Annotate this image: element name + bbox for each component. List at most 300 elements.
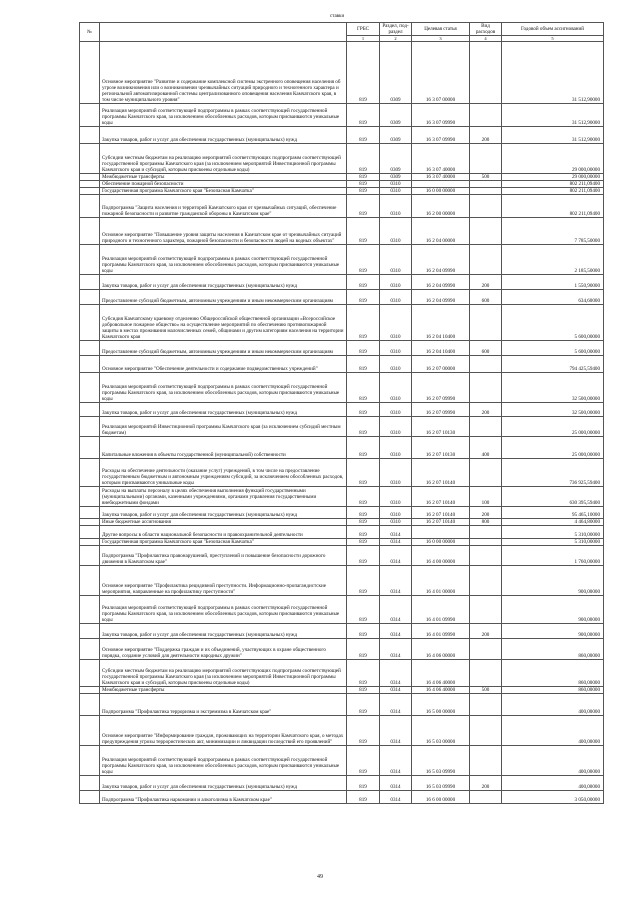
row-name: Расходы на обеспечение деятельности (оказание услуг) учреждений, в том числе на предоставление государственным бюджетным и автономным учреждениям субсидий, за исключением обособленных расходов, которым присваиваются уникальные коды [100,459,347,487]
row-num [80,716,100,746]
row-num [80,188,100,195]
row-num [80,144,100,174]
row-name: Межбюджетные трансферты [100,174,347,181]
table-row [80,127,604,144]
row-sum: 860,00000 [502,639,604,660]
row-sum: 802 211,09400 [502,188,604,195]
table-row [80,566,604,596]
row-grbs: 819 [347,746,380,776]
row-sum: 400,00000 [502,694,604,716]
row-csr [412,526,470,539]
row-name: Подпрограмма "Профилактика терроризма и экстремизма в Камчатском крае" [100,694,347,716]
row-name: Предоставление субсидий бюджетным, автономным учреждениям и иным некоммерческим организациям [100,341,347,356]
row-name: Основное мероприятие "Развитие и содержание комплексной системы экстренного оповещения населения об угрозе возникновения или о возникновении чрезвычайных ситуаций природного и техногенного характера и региональной автоматизированной системы централизованного оповещения населения Камчатского края, в том числе муниципального уровня" [100,42,347,104]
table-row [80,437,604,459]
row-sum: 900,00000 [502,624,604,639]
row-num [80,403,100,417]
row-vr [470,305,502,341]
row-grbs: 819 [347,596,380,624]
row-razdel: 0314 [380,639,412,660]
row-num [80,776,100,791]
table-row [80,776,604,791]
row-name: Основное мероприятие "Обеспечение деятельности и содержание подведомственных учреждений" [100,356,347,373]
row-grbs: 819 [347,218,380,245]
row-vr [470,791,502,804]
table-row [80,716,604,746]
table-row [80,519,604,526]
row-csr: 16 2 07 10140 [412,459,470,487]
row-sum: 634,60000 [502,290,604,305]
row-vr [470,716,502,746]
budget-table [79,22,604,804]
row-grbs: 819 [347,566,380,596]
row-sum: 2 185,50000 [502,245,604,275]
row-num [80,275,100,290]
row-grbs: 819 [347,776,380,791]
row-num [80,624,100,639]
page-number: 49 [317,874,323,880]
row-csr: 16 2 07 10130 [412,417,470,437]
colnum: 5 [502,36,604,42]
row-razdel: 0309 [380,144,412,174]
table-row [80,188,604,195]
row-grbs: 819 [347,104,380,127]
table-row [80,144,604,174]
row-razdel: 0310 [380,403,412,417]
row-name: Предоставление субсидий бюджетным, автономным учреждениям и иным некоммерческим организациям [100,290,347,305]
row-grbs: 819 [347,539,380,546]
row-csr: 16 0 00 00000 [412,539,470,546]
row-razdel: 0314 [380,526,412,539]
row-vr: 200 [470,127,502,144]
row-sum: 3 050,00000 [502,791,604,804]
row-name: Основное мероприятие "Информирование граждан, проживающих на территории Камчатского края, о методах предупреждения угрозы террористических акт, минимизации и ликвидации последствий его проявлений" [100,716,347,746]
colnum: 2 [380,36,412,42]
row-razdel: 0310 [380,218,412,245]
row-name: Реализация мероприятий соответствующей подпрограммы в рамках соответствующей государственной программы Камчатского края, за исключением обособленных расходов, которым присваиваются уникальные коды [100,245,347,275]
row-name: Подпрограмма "Защита населения и территорий Камчатского края от чрезвычайных ситуаций, обеспечение пожарной безопасности и развитие гражданской обороны в Камчатском крае" [100,195,347,218]
row-razdel: 0310 [380,417,412,437]
row-razdel: 0314 [380,687,412,694]
row-grbs: 819 [347,526,380,539]
table-row [80,195,604,218]
row-csr: 16 4 06 40000 [412,687,470,694]
row-grbs: 819 [347,188,380,195]
row-name: Реализация мероприятий соответствующей подпрограммы в рамках соответствующей государственной программы Камчатского края, за исключением обособленных расходов, которым присваиваются уникальные коды [100,104,347,127]
row-vr: 200 [470,507,502,519]
row-csr: 16 3 07 09990 [412,104,470,127]
row-num [80,341,100,356]
row-grbs: 819 [347,356,380,373]
row-grbs: 819 [347,417,380,437]
row-csr: 16 5 00 00000 [412,694,470,716]
row-grbs: 819 [347,687,380,694]
row-sum: 31 512,90000 [502,42,604,104]
table-row [80,275,604,290]
row-razdel: 0310 [380,356,412,373]
row-vr [470,104,502,127]
row-vr [470,596,502,624]
table-row [80,639,604,660]
row-name: Государственная программа Камчатского края "Безопасная Камчатка" [100,188,347,195]
row-csr: 16 2 07 10130 [412,437,470,459]
row-num [80,694,100,716]
row-csr: 16 2 04 09990 [412,275,470,290]
row-sum: 31 512,90000 [502,127,604,144]
row-name: Обеспечение пожарной безопасности [100,181,347,188]
row-num [80,596,100,624]
row-num [80,687,100,694]
row-sum: 4 464,80000 [502,519,604,526]
row-csr: 16 4 01 00000 [412,566,470,596]
row-razdel: 0314 [380,539,412,546]
row-sum: 860,00000 [502,687,604,694]
row-razdel: 0310 [380,437,412,459]
row-num [80,373,100,403]
row-csr: 16 5 03 00000 [412,716,470,746]
row-name: Расходы на выплаты персоналу в целях обеспечения выполнения функций государственными (муниципальными) органами, казенными учреждениями, органами управления государственными внебюджетными фондами [100,487,347,507]
table-row [80,487,604,507]
row-vr [470,245,502,275]
row-name: Межбюджетные трансферты [100,687,347,694]
row-csr: 16 3 07 40000 [412,174,470,181]
row-csr: 16 2 07 10140 [412,507,470,519]
row-num [80,181,100,188]
row-num [80,104,100,127]
header-name [100,23,347,42]
row-razdel: 0314 [380,566,412,596]
row-vr: 500 [470,687,502,694]
table-row [80,104,604,127]
row-razdel: 0314 [380,694,412,716]
row-vr [470,356,502,373]
row-csr: 16 2 07 10140 [412,519,470,526]
colnum: 3 [412,36,470,42]
row-name: Подпрограмма "Профилактика наркомании и алкоголизма в Камчатском крае" [100,791,347,804]
row-csr: 16 0 00 00000 [412,188,470,195]
row-csr: 16 4 06 40000 [412,660,470,687]
row-grbs: 819 [347,373,380,403]
row-name: Основное мероприятие "Профилактика рецидивной преступности. Информационно-пропагандистские мероприятия, направленные на профилактику преступности" [100,566,347,596]
row-csr: 16 2 07 00000 [412,356,470,373]
row-grbs: 819 [347,487,380,507]
table-row [80,459,604,487]
row-num [80,519,100,526]
row-num [80,195,100,218]
table-row [80,526,604,539]
row-vr: 100 [470,487,502,507]
row-csr: 16 2 07 09990 [412,403,470,417]
row-vr [470,660,502,687]
table-row [80,305,604,341]
row-sum: 5 600,00000 [502,341,604,356]
row-grbs: 819 [347,660,380,687]
row-sum: 900,00000 [502,596,604,624]
row-sum: 400,00000 [502,746,604,776]
colnum: 4 [470,36,502,42]
table-row [80,746,604,776]
table-row [80,290,604,305]
row-num [80,127,100,144]
row-grbs: 819 [347,437,380,459]
row-vr [470,526,502,539]
row-grbs: 819 [347,42,380,104]
row-csr: 16 5 03 09990 [412,776,470,791]
row-razdel: 0310 [380,181,412,188]
row-num [80,356,100,373]
header-csr: Целевая статья [412,23,470,36]
row-num [80,746,100,776]
row-num [80,290,100,305]
row-razdel: 0310 [380,305,412,341]
row-razdel: 0310 [380,195,412,218]
row-grbs: 819 [347,181,380,188]
row-razdel: 0310 [380,341,412,356]
row-csr: 16 4 01 09990 [412,624,470,639]
row-grbs: 819 [347,245,380,275]
table-row [80,245,604,275]
row-name: Реализация мероприятий соответствующей подпрограммы в рамках соответствующей государственной программы Камчатского края, за исключением обособленных расходов, которым присваиваются уникальные коды [100,373,347,403]
row-num [80,417,100,437]
row-razdel: 0314 [380,746,412,776]
row-grbs: 819 [347,716,380,746]
row-sum: 7 785,50000 [502,218,604,245]
row-sum: 1 550,90000 [502,275,604,290]
row-grbs: 819 [347,127,380,144]
row-sum: 736 925,59400 [502,459,604,487]
row-sum: 31 512,90000 [502,104,604,127]
row-razdel: 0310 [380,373,412,403]
row-name: Закупка товаров, работ и услуг для обеспечения государственных (муниципальных) нужд [100,776,347,791]
row-grbs: 819 [347,144,380,174]
row-num [80,487,100,507]
row-grbs: 819 [347,519,380,526]
row-vr [470,42,502,104]
row-csr: 16 2 04 09990 [412,245,470,275]
row-sum: 25 000,00000 [502,437,604,459]
row-csr: 16 2 00 00000 [412,195,470,218]
row-sum: 95 465,10000 [502,507,604,519]
row-csr: 16 2 07 10140 [412,487,470,507]
table-row [80,687,604,694]
row-name: Реализация мероприятий Инвестиционной программы Камчатского края (за исключением субсидий местным бюджетам) [100,417,347,437]
row-csr: 16 4 00 00000 [412,546,470,566]
row-csr: 16 2 04 00000 [412,218,470,245]
row-vr [470,181,502,188]
row-num [80,42,100,104]
header-vr: Вид расходов [470,23,502,36]
row-num [80,437,100,459]
row-name: Закупка товаров, работ и услуг для обеспечения государственных (муниципальных) нужд [100,507,347,519]
row-sum: 32 500,00000 [502,373,604,403]
row-name: Закупка товаров, работ и услуг для обеспечения государственных (муниципальных) нужд [100,275,347,290]
row-vr [470,218,502,245]
row-vr: 200 [470,776,502,791]
row-vr [470,694,502,716]
row-razdel: 0310 [380,275,412,290]
row-name: Закупка товаров, работ и услуг для обеспечения государственных (муниципальных) нужд [100,127,347,144]
row-grbs: 819 [347,624,380,639]
row-name: Другие вопросы в области национальной безопасности и правоохранительной деятельности [100,526,347,539]
row-num [80,507,100,519]
row-vr: 200 [470,275,502,290]
row-razdel: 0309 [380,127,412,144]
row-razdel: 0309 [380,104,412,127]
row-razdel: 0309 [380,174,412,181]
row-sum: 802 211,09400 [502,195,604,218]
row-name: Реализация мероприятий соответствующей подпрограммы в рамках соответствующей государственной программы Камчатского края, за исключением обособленных расходов, которым присваиваются уникальные коды [100,596,347,624]
row-razdel: 0310 [380,487,412,507]
row-csr: 16 4 01 09990 [412,596,470,624]
table-row [80,539,604,546]
row-razdel: 0310 [380,459,412,487]
table-row [80,660,604,687]
row-grbs: 819 [347,546,380,566]
table-row [80,417,604,437]
header-grbs: ГРБС [347,23,380,36]
row-csr: 16 2 07 09990 [412,373,470,403]
row-razdel: 0309 [380,42,412,104]
row-num [80,639,100,660]
row-sum: 860,00000 [502,660,604,687]
row-sum: 802 211,09400 [502,181,604,188]
row-csr: 16 4 06 00000 [412,639,470,660]
row-razdel: 0310 [380,519,412,526]
header-row [80,23,604,36]
table-row [80,341,604,356]
row-razdel: 0314 [380,546,412,566]
row-num [80,459,100,487]
row-vr [470,144,502,174]
row-vr [470,459,502,487]
row-name: Реализация мероприятий соответствующей подпрограммы в рамках соответствующей государственной программы Камчатского края, за исключением обособленных расходов, которым присваиваются уникальные коды [100,746,347,776]
header-fragment: ставки [330,14,345,19]
table-row [80,42,604,104]
row-vr: 400 [470,437,502,459]
row-sum: 900,00000 [502,566,604,596]
row-name: Капитальные вложения в объекты государственной (муниципальной) собственности [100,437,347,459]
row-sum: 5 310,00000 [502,526,604,539]
row-num [80,174,100,181]
row-csr: 16 2 04 10400 [412,341,470,356]
row-name: Субсидия Камчатскому краевому отделению Общероссийской общественной организации «Всероссийское добровольное пожарное общество» на осуществление мероприятий по обеспечению противопожарной защиты в местах проживания малочисленных семей, общинами и другим категориям населения на территории Камчатского края [100,305,347,341]
table-row [80,174,604,181]
row-name: Субсидии местным бюджетам на реализацию мероприятий соответствующих подпрограмм соответствующей государственной программы Камчатского края (за исключением мероприятий Инвестиционной программы Камчатского края и субсидий, которым присвоены отдельные коды) [100,660,347,687]
row-sum: 400,00000 [502,776,604,791]
row-razdel: 0314 [380,624,412,639]
row-vr: 800 [470,519,502,526]
row-csr: 16 2 04 09990 [412,290,470,305]
row-sum: 25 000,00000 [502,417,604,437]
row-sum: 5 600,00000 [502,305,604,341]
header-razdel: Раздел, под-раздел [380,23,412,36]
row-vr [470,746,502,776]
row-sum: 630 395,59400 [502,487,604,507]
row-num [80,305,100,341]
row-name: Основное мероприятие "Повышение уровня защиты населения в Камчатском крае от чрезвычайных ситуаций природного и техногенного характера, пожарной безопасности и безопасности людей на водных объектах" [100,218,347,245]
row-num [80,566,100,596]
table-row [80,791,604,804]
row-razdel: 0310 [380,507,412,519]
row-grbs: 819 [347,275,380,290]
row-vr: 200 [470,624,502,639]
row-name: Субсидии местным бюджетам на реализацию мероприятий соответствующих подпрограмм соответствующей государственной программы Камчатского края (за исключением мероприятий Инвестиционной программы Камчатского края и субсидий, которым присвоены отдельные коды) [100,144,347,174]
row-grbs: 819 [347,791,380,804]
row-num [80,539,100,546]
row-razdel: 0314 [380,660,412,687]
row-name: Основное мероприятие "Поддержка граждан и их объединений, участвующих в охране общественного порядка, создание условий для деятельности народных дружин" [100,639,347,660]
header-num: № [80,23,100,42]
table-row [80,373,604,403]
row-grbs: 819 [347,341,380,356]
row-grbs: 819 [347,305,380,341]
table-row [80,546,604,566]
row-grbs: 819 [347,507,380,519]
row-razdel: 0310 [380,245,412,275]
row-razdel: 0314 [380,791,412,804]
row-sum: 29 000,00000 [502,174,604,181]
table-row [80,694,604,716]
row-csr [412,181,470,188]
table-row [80,403,604,417]
table-row [80,356,604,373]
row-name: Иные бюджетные ассигнования [100,519,347,526]
row-sum: 5 310,00000 [502,539,604,546]
row-grbs: 819 [347,195,380,218]
row-grbs: 819 [347,174,380,181]
row-sum: 400,00000 [502,716,604,746]
row-vr: 500 [470,174,502,181]
row-razdel: 0310 [380,188,412,195]
row-razdel: 0314 [380,776,412,791]
row-csr: 16 3 07 40000 [412,144,470,174]
row-grbs: 819 [347,290,380,305]
row-num [80,218,100,245]
row-num [80,245,100,275]
row-grbs: 819 [347,403,380,417]
row-sum: 794 425,59400 [502,356,604,373]
row-num [80,526,100,539]
table-row [80,507,604,519]
row-vr [470,417,502,437]
row-csr: 16 2 04 10400 [412,305,470,341]
row-num [80,660,100,687]
row-razdel: 0314 [380,596,412,624]
row-grbs: 819 [347,694,380,716]
table-row [80,624,604,639]
row-vr [470,546,502,566]
table-row [80,596,604,624]
row-razdel: 0314 [380,716,412,746]
row-vr [470,188,502,195]
row-vr [470,639,502,660]
row-vr: 600 [470,341,502,356]
row-sum: 29 000,00000 [502,144,604,174]
row-csr: 16 3 07 00000 [412,42,470,104]
row-vr [470,195,502,218]
row-razdel: 0310 [380,290,412,305]
row-grbs: 819 [347,459,380,487]
row-vr: 200 [470,403,502,417]
row-num [80,791,100,804]
row-vr [470,566,502,596]
row-csr: 16 6 00 00000 [412,791,470,804]
row-vr: 600 [470,290,502,305]
row-num [80,546,100,566]
row-name: Закупка товаров, работ и услуг для обеспечения государственных (муниципальных) нужд [100,403,347,417]
row-sum: 1 760,00000 [502,546,604,566]
header-sum: Годовой объем ассигнований [502,23,604,36]
